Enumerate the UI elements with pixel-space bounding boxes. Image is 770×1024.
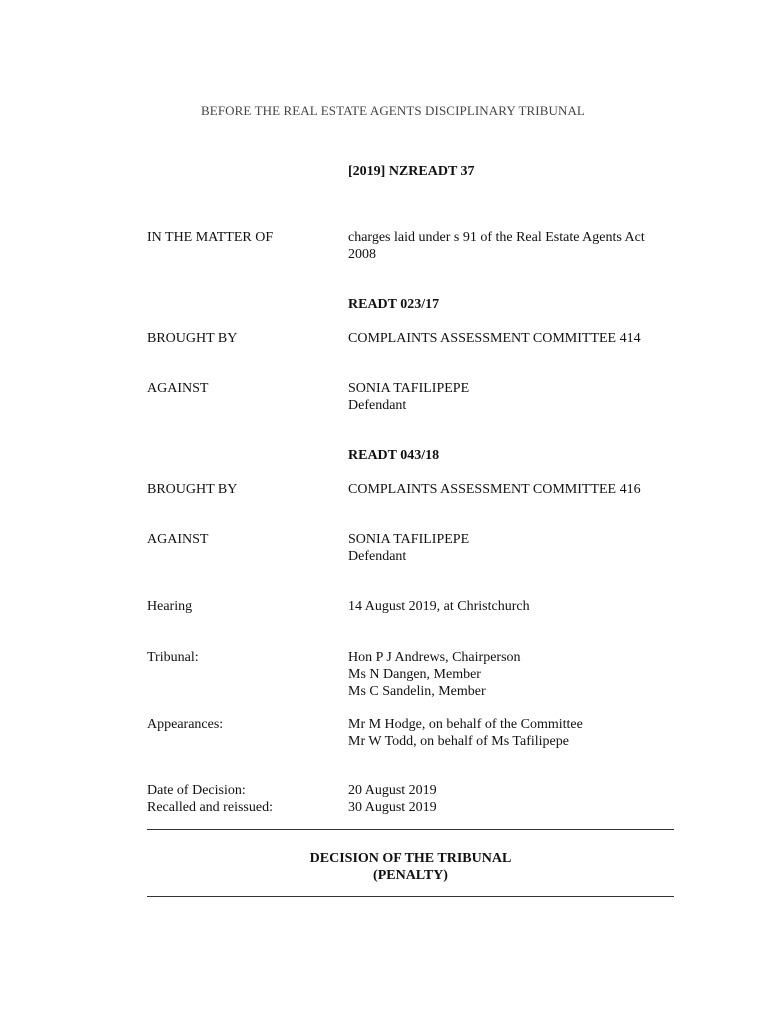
against-label-2: AGAINST [147, 532, 209, 547]
brought-by-value-2: COMPLAINTS ASSESSMENT COMMITTEE 416 [348, 482, 641, 497]
decision-title: DECISION OF THE TRIBUNAL [309, 851, 512, 866]
against-name-2: SONIA TAFILIPEPE [348, 532, 470, 547]
decision-date-value: 20 August 2019 [348, 783, 437, 798]
tribunal-member-1: Hon P J Andrews, Chairperson [348, 650, 521, 665]
tribunal-member-2: Ms N Dangen, Member [348, 667, 481, 682]
tribunal-label: Tribunal: [147, 650, 199, 665]
appearances-label: Appearances: [147, 717, 224, 732]
against-role-1: Defendant [348, 398, 407, 413]
appearance-1: Mr M Hodge, on behalf of the Committee [348, 717, 583, 732]
hearing-value: 14 August 2019, at Christchurch [348, 599, 530, 614]
case-number-1: READT 023/17 [348, 297, 440, 312]
hearing-label: Hearing [147, 599, 193, 614]
brought-by-label-2: BROUGHT BY [147, 482, 238, 497]
tribunal-member-3: Ms C Sandelin, Member [348, 684, 486, 699]
against-label-1: AGAINST [147, 381, 209, 396]
case-number-2: READT 043/18 [348, 448, 440, 463]
against-role-2: Defendant [348, 549, 407, 564]
brought-by-value-1: COMPLAINTS ASSESSMENT COMMITTEE 414 [348, 331, 641, 346]
appearance-2: Mr W Todd, on behalf of Ms Tafilipepe [348, 734, 569, 749]
divider-bottom [147, 896, 674, 897]
matter-text-line-1: charges laid under s 91 of the Real Estate Agents Act [348, 230, 645, 245]
decision-subtitle: (PENALTY) [373, 868, 448, 883]
reissued-date-label: Recalled and reissued: [147, 800, 273, 815]
tribunal-header: BEFORE THE REAL ESTATE AGENTS DISCIPLINARY TRIBUNAL [201, 103, 585, 118]
reissued-date-value: 30 August 2019 [348, 800, 437, 815]
divider-top [147, 829, 674, 830]
against-name-1: SONIA TAFILIPEPE [348, 381, 470, 396]
matter-label: IN THE MATTER OF [147, 230, 274, 245]
brought-by-label-1: BROUGHT BY [147, 331, 238, 346]
decision-date-label: Date of Decision: [147, 783, 246, 798]
citation: [2019] NZREADT 37 [348, 164, 475, 179]
matter-text-line-2: 2008 [348, 247, 376, 262]
